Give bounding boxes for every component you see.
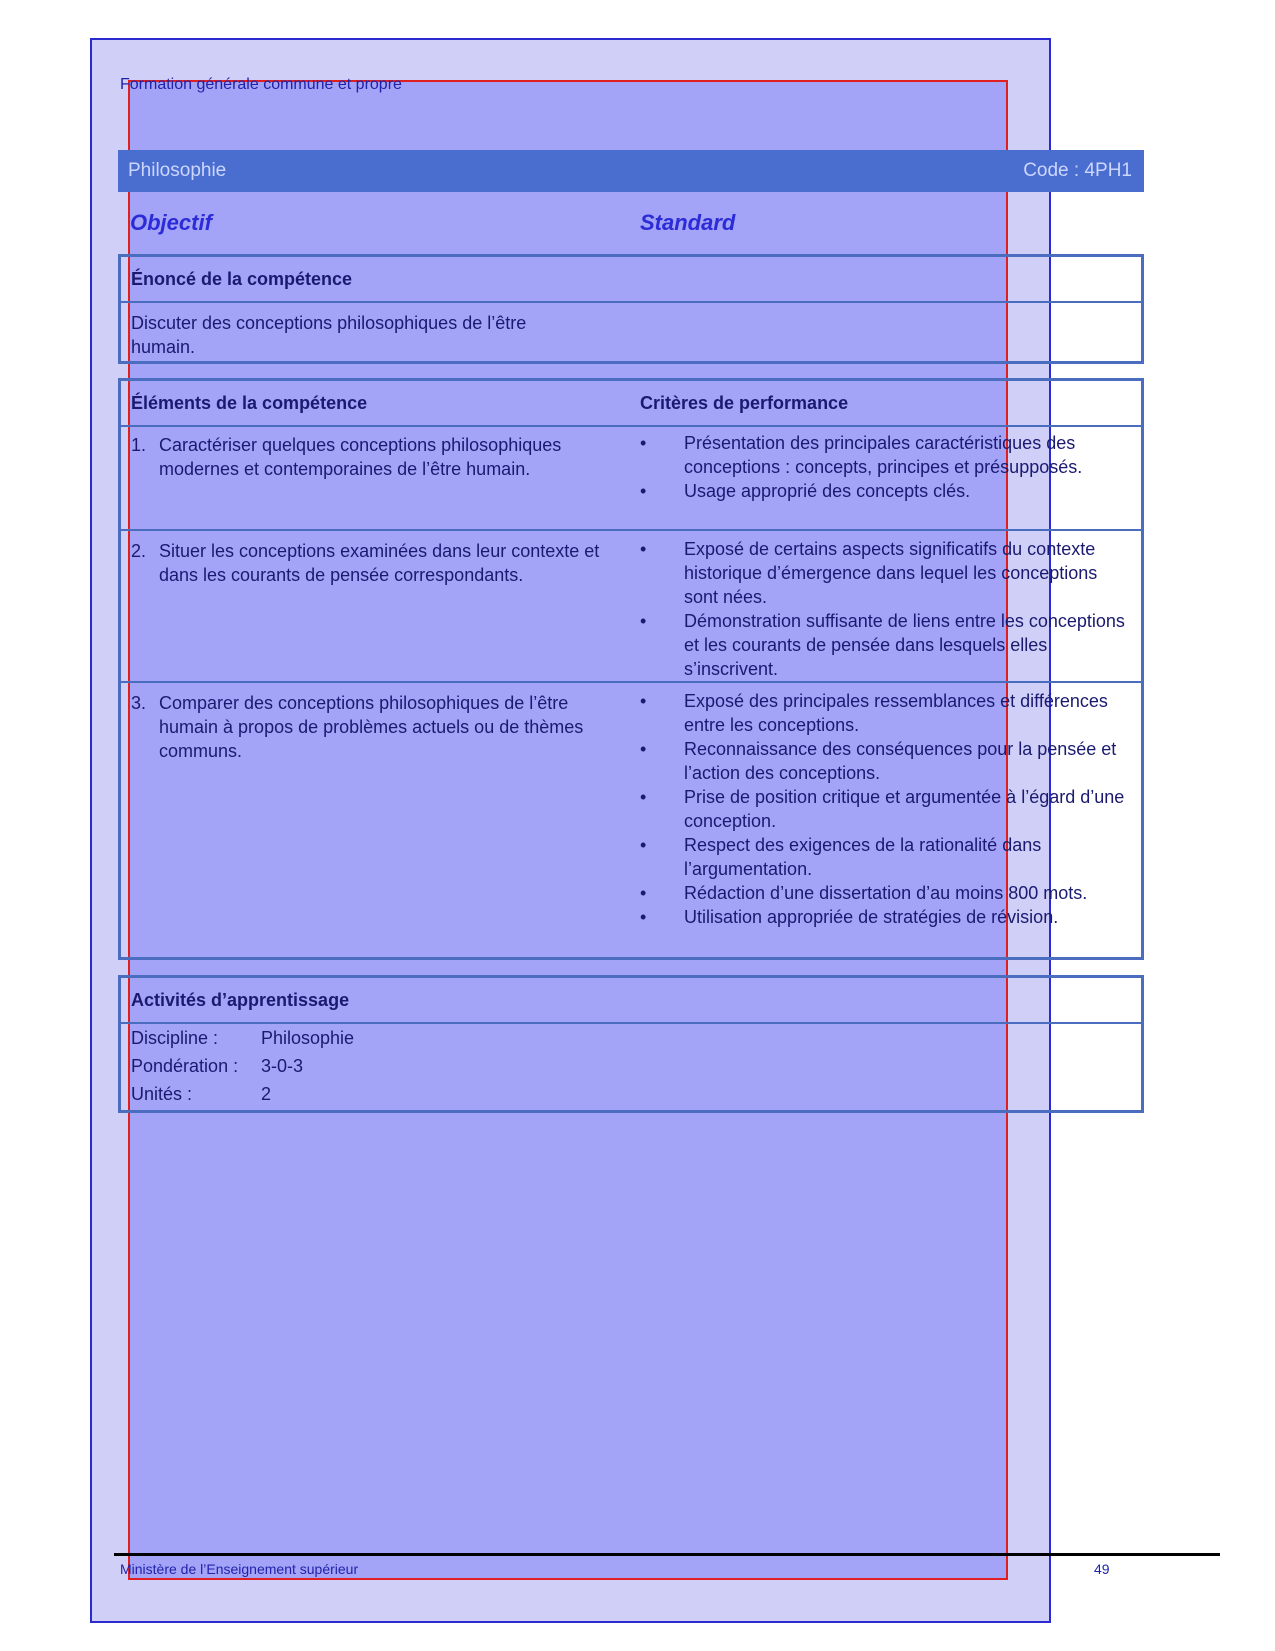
bullet-icon: • — [640, 787, 647, 807]
activites-box — [118, 975, 1144, 1113]
enonce-box — [118, 254, 1144, 364]
criterion — [640, 833, 1130, 881]
section-header: Formation générale commune et propre — [120, 76, 402, 93]
element-row-2 — [121, 529, 1141, 681]
element-text: Caractériser quelques conceptions philosophiques modernes et contemporaines de l’être humain. — [159, 435, 562, 479]
criteria-list-1 — [640, 431, 1130, 503]
elements-heading: Éléments de la compétence — [131, 393, 368, 413]
bullet-icon: • — [640, 835, 647, 855]
elements-header-row — [121, 381, 1141, 425]
discipline-value: Philosophie — [261, 1028, 355, 1048]
footer-ministry: Ministère de l’Enseignement supérieur — [120, 1561, 359, 1577]
ponderation-line — [131, 1056, 303, 1077]
criterion — [640, 905, 1130, 929]
bullet-icon: • — [640, 883, 647, 903]
enonce-text: Discuter des conceptions philosophiques de l’être humain. — [131, 313, 527, 357]
criterion-text: Respect des exigences de la rationalité dans l’argumentation. — [684, 835, 1042, 879]
discipline-line — [131, 1028, 354, 1049]
element-number: 1. — [131, 435, 147, 455]
criterion — [640, 785, 1130, 833]
criterion-text: Prise de position critique et argumentée à l’égard d’une conception. — [684, 787, 1125, 831]
criterion-text: Rédaction d’une dissertation d’au moins 800 mots. — [684, 883, 1088, 903]
enonce-header-row — [121, 257, 1141, 301]
unites-line — [131, 1084, 271, 1105]
activites-header-row — [121, 978, 1141, 1022]
page-number: 49 — [1094, 1561, 1110, 1577]
criterion-text: Usage approprié des concepts clés. — [684, 481, 971, 501]
bullet-icon: • — [640, 539, 647, 559]
element-number: 2. — [131, 541, 147, 561]
element-number: 3. — [131, 693, 147, 713]
objectif-title: Objectif — [130, 210, 212, 235]
bullet-icon: • — [640, 739, 647, 759]
criterion-text: Reconnaissance des conséquences pour la pensée et l’action des conceptions. — [684, 739, 1117, 783]
element-text: Situer les conceptions examinées dans leur contexte et dans les courants de pensée correspondants. — [159, 541, 600, 585]
elements-box — [118, 378, 1144, 960]
criterion — [640, 609, 1130, 681]
criterion-text: Présentation des principales caractéristiques des conceptions : concepts, principes et présupposés. — [684, 433, 1083, 477]
element-row-1 — [121, 425, 1141, 529]
bullet-icon: • — [640, 481, 647, 501]
element-2 — [131, 539, 601, 587]
criterion — [640, 689, 1130, 737]
ponderation-label: Pondération : — [131, 1056, 239, 1076]
course-title: Philosophie — [128, 160, 227, 181]
course-code: Code : 4PH1 — [1023, 160, 1132, 181]
criterion — [640, 737, 1130, 785]
bullet-icon: • — [640, 691, 647, 711]
element-text: Comparer des conceptions philosophiques de l’être humain à propos de problèmes actuels ou de thèmes communs. — [159, 693, 584, 761]
bullet-icon: • — [640, 433, 647, 453]
unites-label: Unités : — [131, 1084, 193, 1104]
criteria-list-2 — [640, 537, 1130, 681]
element-3 — [131, 691, 601, 763]
activites-body-row — [121, 1022, 1141, 1110]
bullet-icon: • — [640, 907, 647, 927]
footer-divider — [114, 1553, 1220, 1556]
activites-heading: Activités d’apprentissage — [131, 990, 350, 1010]
discipline-label: Discipline : — [131, 1028, 219, 1048]
bullet-icon: • — [640, 611, 647, 631]
criterion — [640, 881, 1130, 905]
criterion — [640, 431, 1130, 479]
enonce-heading: Énoncé de la compétence — [131, 269, 353, 289]
enonce-body-row — [121, 301, 1141, 361]
criterion-text: Utilisation appropriée de stratégies de révision. — [684, 907, 1059, 927]
criterion-text: Exposé de certains aspects significatifs du contexte historique d’émergence dans lequel les conceptions sont nées. — [684, 539, 1098, 607]
column-titles — [130, 210, 1130, 238]
standard-title: Standard — [640, 210, 736, 235]
criterion-text: Démonstration suffisante de liens entre les conceptions et les courants de pensée dans lesquels elles s’inscrivent. — [684, 611, 1125, 679]
criteres-heading: Critères de performance — [640, 393, 849, 413]
criterion — [640, 537, 1130, 609]
criterion-text: Exposé des principales ressemblances et différences entre les conceptions. — [684, 691, 1108, 735]
element-1 — [131, 433, 601, 481]
ponderation-value: 3-0-3 — [261, 1056, 304, 1076]
criterion — [640, 479, 1130, 503]
element-row-3 — [121, 681, 1141, 957]
unites-value: 2 — [261, 1084, 272, 1104]
criteria-list-3 — [640, 689, 1130, 929]
title-bar — [118, 150, 1144, 192]
